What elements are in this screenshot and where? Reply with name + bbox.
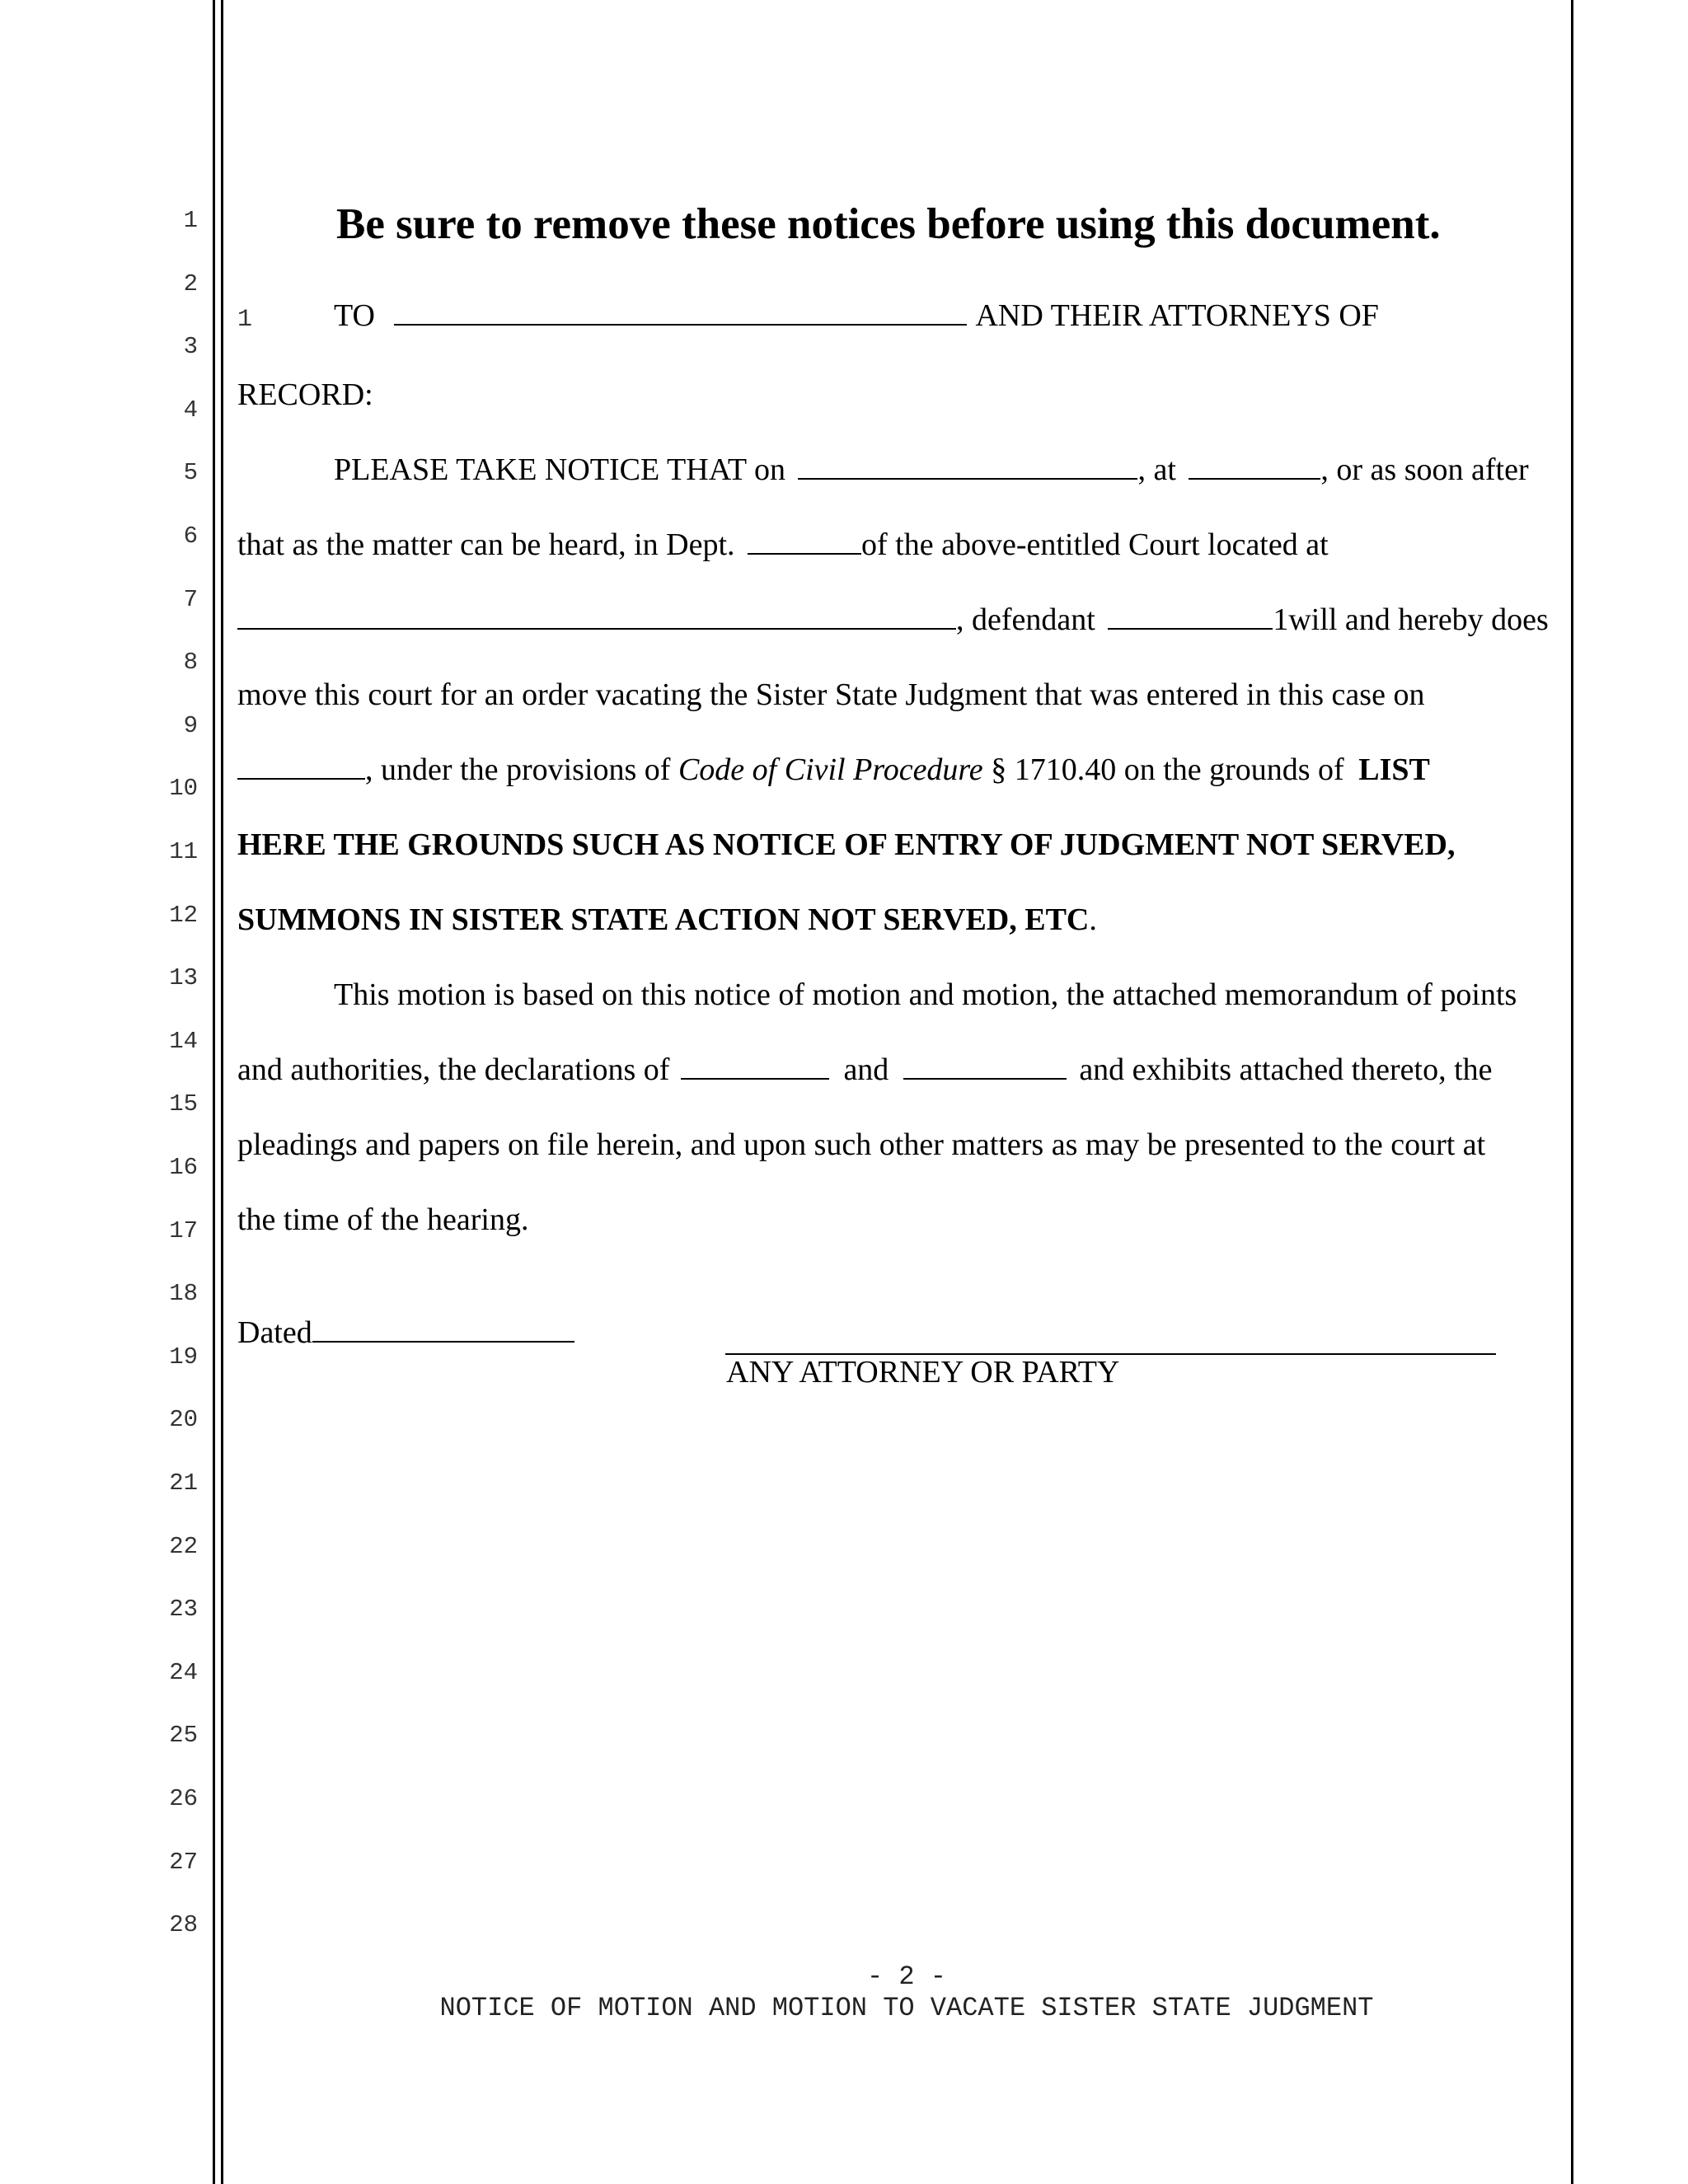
declarant-two-blank[interactable] <box>903 1050 1067 1080</box>
to-line-text <box>334 295 1379 336</box>
left-margin-rule-inner <box>221 0 223 2184</box>
grounds-instruction-line: HERE THE GROUNDS SUCH AS NOTICE OF ENTRY OF JUDGMENT NOT SERVED, <box>237 827 1456 862</box>
line-number: 5 <box>183 459 198 487</box>
line-number: 26 <box>169 1785 198 1812</box>
line-number: 2 <box>183 269 198 298</box>
will-hereby-label: 1will and hereby does <box>1273 602 1549 637</box>
line-number: 16 <box>169 1154 198 1181</box>
and-label: and <box>843 1052 889 1087</box>
to-label: TO <box>334 298 375 333</box>
move-court-line: move this court for an order vacating the Sister State Judgment that was entered in this case on <box>237 677 1425 712</box>
line-number: 7 <box>183 585 198 613</box>
footnote-marker: 1 <box>237 306 253 334</box>
dept-blank[interactable] <box>748 525 861 555</box>
declarations-line <box>237 1049 1493 1090</box>
to-line <box>237 295 252 340</box>
grounds-instruction-end: SUMMONS IN SISTER STATE ACTION NOT SERVED, ETC <box>237 902 1090 937</box>
notice-date-line <box>334 449 1529 490</box>
period: . <box>1089 902 1097 937</box>
judgment-date-blank[interactable] <box>237 750 365 780</box>
line-number: 15 <box>169 1090 198 1118</box>
line-number: 17 <box>169 1216 198 1244</box>
right-margin-rule <box>1571 0 1573 2184</box>
line-number: 27 <box>169 1848 198 1876</box>
line-number: 14 <box>169 1027 198 1055</box>
record-line: RECORD: <box>237 377 373 412</box>
line-number: 22 <box>169 1532 198 1560</box>
grounds-instruction-start: LIST <box>1358 752 1430 787</box>
footer-title: NOTICE OF MOTION AND MOTION TO VACATE SISTER STATE JUDGMENT <box>439 1993 1374 2023</box>
line-number: 1 <box>183 207 198 234</box>
dated-blank[interactable] <box>312 1313 574 1343</box>
provisions-label: , under the provisions of <box>365 752 671 787</box>
motion-basis-line: This motion is based on this notice of motion and motion, the attached memorandum of points <box>334 977 1517 1012</box>
dated-label: Dated <box>237 1315 312 1350</box>
hearing-time-line: the time of the hearing. <box>237 1202 529 1237</box>
notice-intro: PLEASE TAKE NOTICE THAT on <box>334 452 785 487</box>
line-number: 18 <box>169 1280 198 1308</box>
line-number: 10 <box>169 775 198 803</box>
line-number: 4 <box>183 396 198 424</box>
notice-heading: Be sure to remove these notices before using this document. <box>336 200 1441 248</box>
court-address-blank[interactable] <box>237 600 956 630</box>
signature-label: ANY ATTORNEY OR PARTY <box>726 1355 1120 1390</box>
line-number: 11 <box>169 838 198 865</box>
section-label: § 1710.40 on the grounds of <box>991 752 1344 787</box>
line-number: 8 <box>183 649 198 677</box>
dept-line <box>237 524 1329 565</box>
line-number: 6 <box>183 523 198 550</box>
line-number: 3 <box>183 333 198 361</box>
defendant-label: , defendant <box>956 602 1095 637</box>
line-number: 12 <box>169 901 198 929</box>
attorneys-of-label: AND THEIR ATTORNEYS OF <box>975 298 1379 333</box>
hearing-date-blank[interactable] <box>798 450 1137 480</box>
line-number: 28 <box>169 1911 198 1939</box>
page-number: - 2 - <box>866 1961 946 1992</box>
provisions-line <box>237 749 1430 790</box>
declarant-one-blank[interactable] <box>681 1050 829 1080</box>
left-margin-rule-outer <box>213 0 215 2184</box>
line-number: 20 <box>169 1406 198 1434</box>
court-located-label: of the above-entitled Court located at <box>861 527 1329 562</box>
at-label: , at <box>1137 452 1176 487</box>
defendant-name-blank[interactable] <box>1108 600 1273 630</box>
code-citation: Code of Civil Procedure <box>678 752 983 787</box>
declarations-label: and authorities, the declarations of <box>237 1052 670 1087</box>
pleadings-line: pleadings and papers on file herein, and upon such other matters as may be presented to the court at <box>237 1127 1486 1162</box>
exhibits-label: and exhibits attached thereto, the <box>1079 1052 1493 1087</box>
line-number: 13 <box>169 964 198 992</box>
soon-after-label: , or as soon after <box>1320 452 1529 487</box>
line-number: 23 <box>169 1596 198 1624</box>
defendant-line <box>237 599 1549 640</box>
line-number: 9 <box>183 711 198 739</box>
dated-line <box>237 1312 574 1353</box>
line-number: 25 <box>169 1722 198 1750</box>
line-number: 24 <box>169 1658 198 1686</box>
line-number: 21 <box>169 1469 198 1497</box>
party-name-blank[interactable] <box>394 296 967 326</box>
hearing-time-blank[interactable] <box>1189 450 1320 480</box>
dept-label: that as the matter can be heard, in Dept. <box>237 527 735 562</box>
line-number: 19 <box>169 1343 198 1371</box>
grounds-instruction-end-line <box>237 899 1097 940</box>
